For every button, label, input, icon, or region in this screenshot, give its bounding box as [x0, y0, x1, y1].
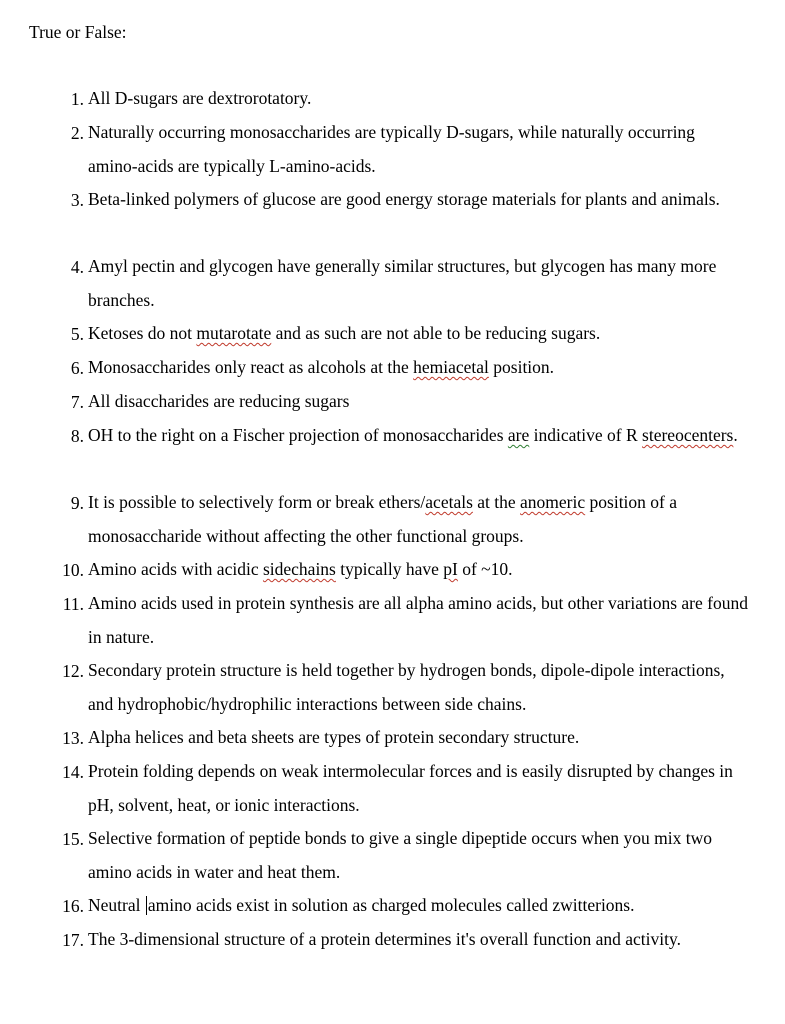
item-number: 11.	[62, 594, 84, 614]
item-number: 8.	[70, 426, 84, 446]
item-number: 5.	[70, 324, 84, 344]
item-text[interactable]: Amino acids used in protein synthesis are all alpha amino acids, but other variations are found in nature.	[88, 593, 748, 647]
item-number: 9.	[70, 493, 84, 513]
item-number: 13.	[62, 728, 84, 748]
list-item	[0, 257, 785, 324]
spelling-flag: acetals	[425, 492, 473, 512]
item-number: 6.	[70, 358, 84, 378]
item-number: 12.	[62, 661, 84, 681]
item-text[interactable]: All disaccharides are reducing sugars	[88, 391, 350, 411]
item-number: 17.	[62, 930, 84, 950]
document-heading: True or False:	[29, 22, 127, 42]
item-text[interactable]: Secondary protein structure is held together by hydrogen bonds, dipole-dipole interactions, and hydrophobic/hydrophilic interactions between side chains.	[88, 660, 725, 714]
list-item	[0, 426, 785, 493]
item-number: 1.	[70, 89, 84, 109]
question-list	[0, 89, 785, 997]
item-text[interactable]: Naturally occurring monosaccharides are typically D-sugars, while naturally occurring amino-acids are typically L-amino-acids.	[88, 122, 695, 176]
list-item	[0, 762, 785, 829]
item-text[interactable]: Alpha helices and beta sheets are types of protein secondary structure.	[88, 727, 580, 747]
item-number: 14.	[62, 762, 84, 782]
grammar-flag: are	[507, 425, 530, 445]
item-text[interactable]: Amyl pectin and glycogen have generally similar structures, but glycogen has many more branches.	[88, 256, 717, 310]
item-text[interactable]: All D-sugars are dextrorotatory.	[88, 88, 312, 108]
item-text[interactable]: Protein folding depends on weak intermolecular forces and is easily disrupted by changes in pH, solvent, heat, or ionic interactions.	[88, 761, 733, 815]
list-item	[0, 829, 785, 896]
item-text[interactable]: Ketoses do not mutarotate and as such are not able to be reducing sugars.	[88, 323, 601, 343]
item-number: 3.	[70, 190, 84, 210]
item-text[interactable]: Monosaccharides only react as alcohols at the hemiacetal position.	[88, 357, 555, 377]
list-item	[0, 493, 785, 560]
spelling-flag: hemiacetal	[413, 357, 489, 377]
item-text[interactable]: Neutral amino acids exist in solution as charged molecules called zwitterions.	[88, 895, 635, 915]
list-item	[0, 123, 785, 190]
item-text[interactable]: Selective formation of peptide bonds to give a single dipeptide occurs when you mix two amino acids in water and heat them.	[88, 828, 713, 882]
spelling-flag: sidechains	[262, 559, 336, 579]
spelling-flag: mutarotate	[196, 323, 272, 343]
item-number: 15.	[62, 829, 84, 849]
item-number: 10.	[62, 560, 84, 580]
item-text[interactable]: Amino acids with acidic sidechains typically have pI of ~10.	[88, 559, 513, 579]
item-text[interactable]: OH to the right on a Fischer projection of monosaccharides are indicative of R stereocenters.	[88, 425, 738, 445]
list-item	[0, 661, 785, 728]
list-item	[0, 190, 785, 257]
spelling-flag: stereocenters	[642, 425, 734, 445]
item-text[interactable]: It is possible to selectively form or break ethers/acetals at the anomeric position of a monosaccharide without affecting the other functional groups.	[88, 492, 678, 546]
item-number: 7.	[70, 392, 84, 412]
text-cursor	[146, 896, 147, 915]
spelling-flag: pI	[443, 559, 458, 579]
item-text[interactable]: Beta-linked polymers of glucose are good energy storage materials for plants and animals.	[88, 189, 720, 209]
spelling-flag: anomeric	[520, 492, 586, 512]
list-item	[0, 930, 785, 997]
item-number: 16.	[62, 896, 84, 916]
list-item	[0, 594, 785, 661]
item-number: 2.	[70, 123, 84, 143]
item-text[interactable]: The 3-dimensional structure of a protein determines it's overall function and activity.	[88, 929, 681, 949]
item-number: 4.	[70, 257, 84, 277]
